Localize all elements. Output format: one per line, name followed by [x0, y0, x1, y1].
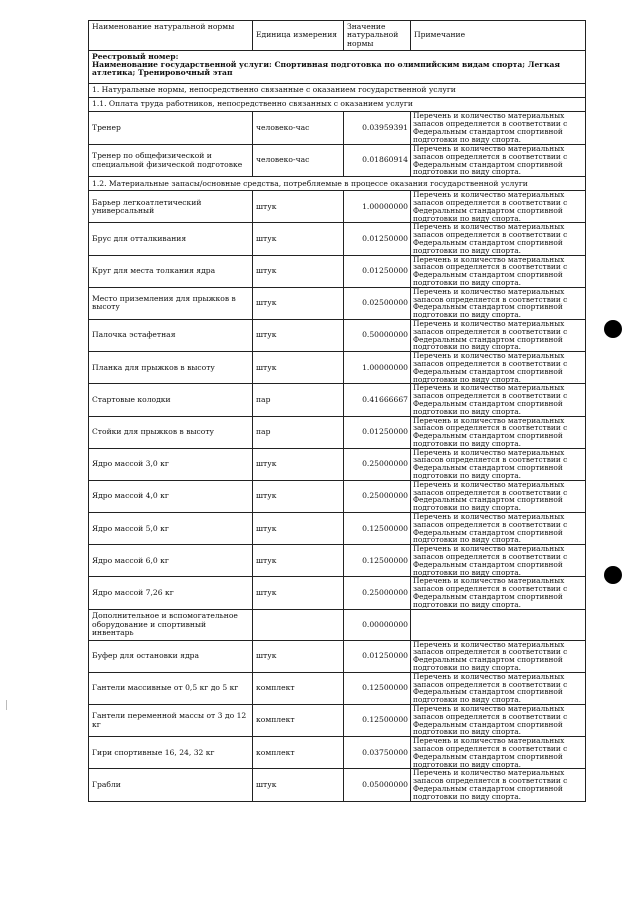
row-unit: штук	[253, 352, 344, 384]
norms-table	[88, 20, 586, 802]
row-name: Гантели переменной массы от 3 до 12 кг	[89, 705, 253, 737]
row-note: Перечень и количество материальных запасов определяется в соответствии с Федеральным стандартом спортивной подготовки по виду спорта.	[411, 737, 586, 769]
row-unit: человеко-час	[253, 112, 344, 145]
row-unit	[253, 609, 344, 640]
row-note: Перечень и количество материальных запасов определяется в соответствии с Федеральным стандартом спортивной подготовки по виду спорта.	[411, 480, 586, 512]
row-name: Гантели массивные от 0,5 кг до 5 кг	[89, 672, 253, 704]
table-row	[89, 112, 586, 145]
row-note: Перечень и количество материальных запасов определяется в соответствии с Федеральным стандартом спортивной подготовки по виду спорта.	[411, 223, 586, 255]
row-unit: штук	[253, 223, 344, 255]
row-unit: штук	[253, 448, 344, 480]
row-name: Ядро массой 6,0 кг	[89, 545, 253, 577]
row-value: 0.01250000	[344, 255, 411, 287]
row-name: Ядро массой 3,0 кг	[89, 448, 253, 480]
subsection-row-labor	[89, 98, 586, 112]
row-value: 0.01250000	[344, 223, 411, 255]
table-row	[89, 191, 586, 223]
row-value: 0.05000000	[344, 769, 411, 801]
table-row	[89, 513, 586, 545]
punch-hole-mark	[604, 320, 622, 338]
table-row	[89, 287, 586, 319]
row-unit: пар	[253, 416, 344, 448]
row-value: 0.25000000	[344, 577, 411, 609]
table-row	[89, 319, 586, 351]
row-note: Перечень и количество материальных запасов определяется в соответствии с Федеральным стандартом спортивной подготовки по виду спорта.	[411, 513, 586, 545]
subsection-title-labor: 1.1. Оплата труда работников, непосредственно связанных с оказанием услуги	[89, 98, 586, 112]
table-row	[89, 448, 586, 480]
header-name: Наименование натуральной нормы	[89, 21, 253, 51]
row-name: Барьер легкоатлетический универсальный	[89, 191, 253, 223]
row-note: Перечень и количество материальных запасов определяется в соответствии с Федеральным стандартом спортивной подготовки по виду спорта.	[411, 769, 586, 801]
row-name: Дополнительное и вспомогательное оборудование и спортивный инвентарь	[89, 609, 253, 640]
scan-mark	[6, 700, 7, 710]
row-value: 1.00000000	[344, 191, 411, 223]
row-note	[411, 609, 586, 640]
row-unit: штук	[253, 191, 344, 223]
row-note: Перечень и количество материальных запасов определяется в соответствии с Федеральным стандартом спортивной подготовки по виду спорта.	[411, 577, 586, 609]
subsection-row-materials	[89, 177, 586, 191]
row-unit: штук	[253, 480, 344, 512]
row-note: Перечень и количество материальных запасов определяется в соответствии с Федеральным стандартом спортивной подготовки по виду спорта.	[411, 112, 586, 145]
row-name: Тренер по общефизической и специальной физической подготовке	[89, 145, 253, 177]
row-value: 0.01250000	[344, 640, 411, 672]
row-note: Перечень и количество материальных запасов определяется в соответствии с Федеральным стандартом спортивной подготовки по виду спорта.	[411, 191, 586, 223]
header-note: Примечание	[411, 21, 586, 51]
row-value: 0.02500000	[344, 287, 411, 319]
row-name: Стартовые колодки	[89, 384, 253, 416]
row-value: 1.00000000	[344, 352, 411, 384]
row-note: Перечень и количество материальных запасов определяется в соответствии с Федеральным стандартом спортивной подготовки по виду спорта.	[411, 416, 586, 448]
row-value: 0.01860914	[344, 145, 411, 177]
row-value: 0.00000000	[344, 609, 411, 640]
row-note: Перечень и количество материальных запасов определяется в соответствии с Федеральным стандартом спортивной подготовки по виду спорта.	[411, 145, 586, 177]
table-row	[89, 577, 586, 609]
table-row	[89, 609, 586, 640]
row-name: Гири спортивные 16, 24, 32 кг	[89, 737, 253, 769]
header-unit: Единица измерения	[253, 21, 344, 51]
row-name: Грабли	[89, 769, 253, 801]
row-note: Перечень и количество материальных запасов определяется в соответствии с Федеральным стандартом спортивной подготовки по виду спорта.	[411, 255, 586, 287]
row-value: 0.50000000	[344, 319, 411, 351]
row-unit: пар	[253, 384, 344, 416]
row-value: 0.41666667	[344, 384, 411, 416]
table-row	[89, 672, 586, 704]
subsection-title-materials: 1.2. Материальные запасы/основные средства, потребляемые в процессе оказания государственной услуги	[89, 177, 586, 191]
row-value: 0.01250000	[344, 416, 411, 448]
table-row	[89, 352, 586, 384]
row-name: Место приземления для прыжков в высоту	[89, 287, 253, 319]
row-unit: комплект	[253, 737, 344, 769]
table-row	[89, 480, 586, 512]
row-note: Перечень и количество материальных запасов определяется в соответствии с Федеральным стандартом спортивной подготовки по виду спорта.	[411, 319, 586, 351]
row-unit: штук	[253, 640, 344, 672]
registry-row	[89, 51, 586, 84]
table-row	[89, 737, 586, 769]
row-name: Стойки для прыжков в высоту	[89, 416, 253, 448]
row-name: Ядро массой 5,0 кг	[89, 513, 253, 545]
row-note: Перечень и количество материальных запасов определяется в соответствии с Федеральным стандартом спортивной подготовки по виду спорта.	[411, 448, 586, 480]
row-value: 0.03959391	[344, 112, 411, 145]
row-value: 0.12500000	[344, 513, 411, 545]
table-row	[89, 416, 586, 448]
row-value: 0.25000000	[344, 448, 411, 480]
table-header-row	[89, 21, 586, 51]
row-unit: штук	[253, 513, 344, 545]
header-value: Значение натуральной нормы	[344, 21, 411, 51]
table-row	[89, 255, 586, 287]
row-note: Перечень и количество материальных запасов определяется в соответствии с Федеральным стандартом спортивной подготовки по виду спорта.	[411, 705, 586, 737]
table-row	[89, 384, 586, 416]
row-unit: человеко-час	[253, 145, 344, 177]
row-name: Тренер	[89, 112, 253, 145]
table-row	[89, 223, 586, 255]
row-unit: комплект	[253, 672, 344, 704]
row-unit: штук	[253, 769, 344, 801]
table-row	[89, 705, 586, 737]
row-unit: штук	[253, 319, 344, 351]
row-value: 0.12500000	[344, 545, 411, 577]
table-row	[89, 545, 586, 577]
table-row	[89, 769, 586, 801]
row-name: Ядро массой 7,26 кг	[89, 577, 253, 609]
row-name: Планка для прыжков в высоту	[89, 352, 253, 384]
row-name: Брус для отталкивания	[89, 223, 253, 255]
row-name: Палочка эстафетная	[89, 319, 253, 351]
table-row	[89, 145, 586, 177]
row-note: Перечень и количество материальных запасов определяется в соответствии с Федеральным стандартом спортивной подготовки по виду спорта.	[411, 545, 586, 577]
registry-cell	[89, 51, 586, 84]
row-value: 0.12500000	[344, 705, 411, 737]
service-name: Наименование государственной услуги: Спортивная подготовка по олимпийским видам спорта; Легкая атлетика; Тренировочный этап	[92, 60, 560, 78]
document-page	[88, 20, 585, 802]
table-row	[89, 640, 586, 672]
row-value: 0.03750000	[344, 737, 411, 769]
section-row	[89, 84, 586, 98]
row-note: Перечень и количество материальных запасов определяется в соответствии с Федеральным стандартом спортивной подготовки по виду спорта.	[411, 287, 586, 319]
row-note: Перечень и количество материальных запасов определяется в соответствии с Федеральным стандартом спортивной подготовки по виду спорта.	[411, 352, 586, 384]
row-unit: комплект	[253, 705, 344, 737]
row-name: Ядро массой 4,0 кг	[89, 480, 253, 512]
row-name: Буфер для остановки ядра	[89, 640, 253, 672]
row-name: Круг для места толкания ядра	[89, 255, 253, 287]
row-value: 0.12500000	[344, 672, 411, 704]
row-note: Перечень и количество материальных запасов определяется в соответствии с Федеральным стандартом спортивной подготовки по виду спорта.	[411, 640, 586, 672]
row-note: Перечень и количество материальных запасов определяется в соответствии с Федеральным стандартом спортивной подготовки по виду спорта.	[411, 384, 586, 416]
row-unit: штук	[253, 255, 344, 287]
punch-hole-mark	[604, 566, 622, 584]
row-unit: штук	[253, 287, 344, 319]
section-title: 1. Натуральные нормы, непосредственно связанные с оказанием государственной услуги	[89, 84, 586, 98]
row-unit: штук	[253, 577, 344, 609]
row-unit: штук	[253, 545, 344, 577]
row-value: 0.25000000	[344, 480, 411, 512]
registry-number: Реестровый номер:	[92, 52, 179, 61]
row-note: Перечень и количество материальных запасов определяется в соответствии с Федеральным стандартом спортивной подготовки по виду спорта.	[411, 672, 586, 704]
